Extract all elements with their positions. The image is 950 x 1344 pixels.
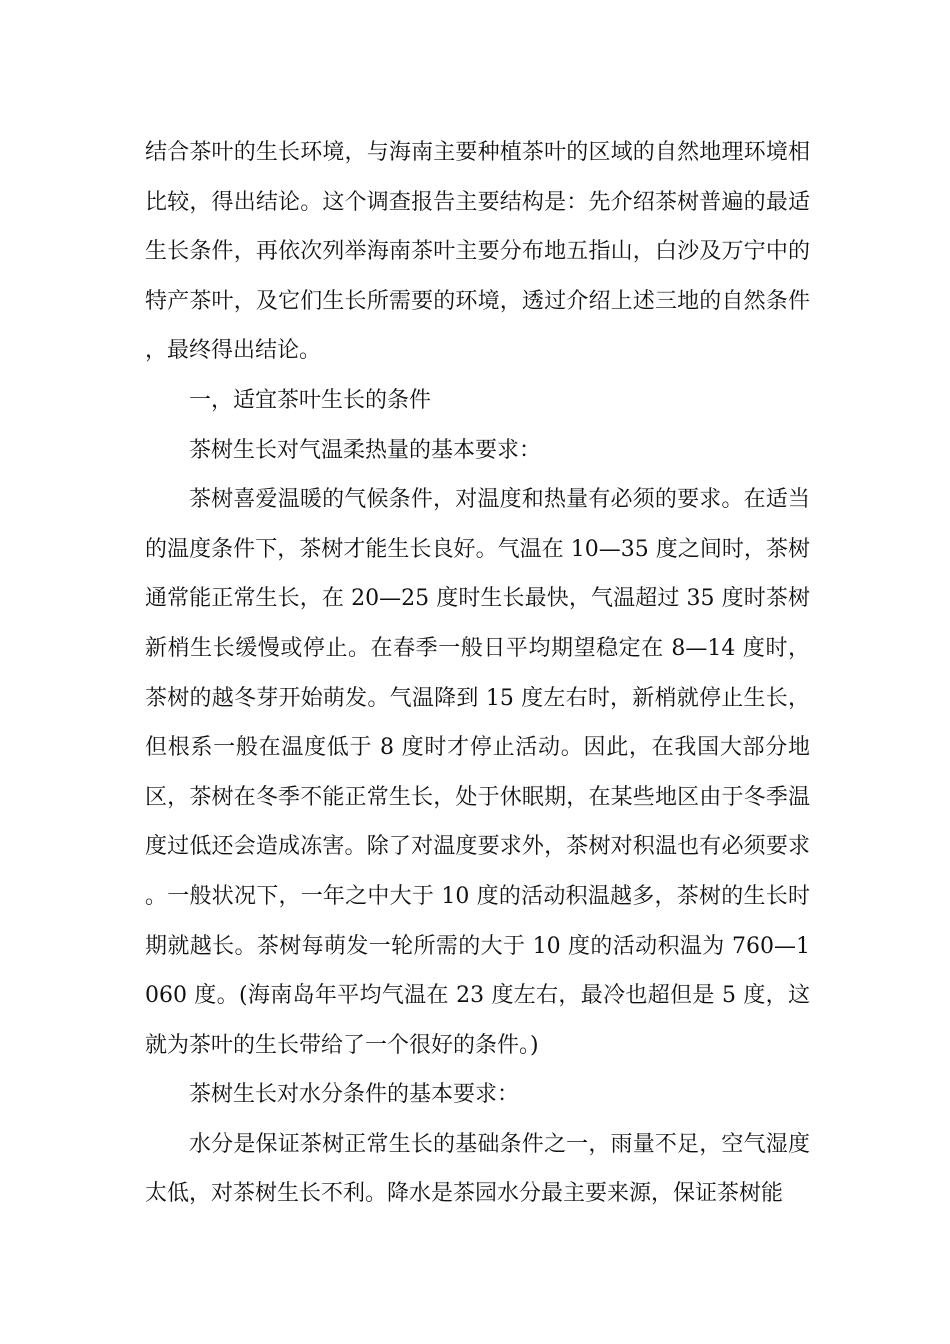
subheading-temperature-requirements: 茶树生长对气温柔热量的基本要求： <box>189 437 542 463</box>
paragraph-intro-continued: 结合茶叶的生长环境，与海南主要种植茶叶的区域的自然地理环境相比较，得出结论。这个调查报告主要结构是：先介绍茶树普遍的最适生长条件，再依次列举海南茶叶主要分布地五指山，白沙及万宁中的特产茶叶，及它们生长所需要的环境，透过介绍上述三地的自然条件，最终得出结论。 <box>145 140 810 364</box>
subheading-water-requirements: 茶树生长对水分条件的基本要求： <box>189 1082 520 1108</box>
paragraph-water: 水分是保证茶树正常生长的基础条件之一，雨量不足，空气湿度太低，对茶树生长不利。降水是茶园水分最主要来源，保证茶树能 <box>145 1131 810 1207</box>
section-heading-tea-growth-conditions: 一，适宜茶叶生长的条件 <box>189 387 432 413</box>
paragraph-temperature: 茶树喜爱温暖的气候条件，对温度和热量有必须的要求。在适当的温度条件下，茶树才能生长良好。气温在 10—35 度之间时，茶树通常能正常生长，在 20—25 度时生长最快，气温超过 35 度时茶树新梢生长缓慢或停止。在春季一般日平均期望稳定在 8—14 度时，茶树的越冬芽开始萌发。气温降到 15 度左右时，新梢就停止生长，但根系一般在温度低于 8 度时才停止活动。因此，在我国大部分地区，茶树在冬季不能正常生长，处于休眠期，在某些地区由于冬季温度过低还会造成冻害。除了对温度要求外，茶树对积温也有必须要求。一般状况下，一年之中大于 10 度的活动积温越多，茶树的生长时期就越长。茶树每萌发一轮所需的大于 10 度的活动积温为 760—1060 度。(海南岛年平均气温在 23 度左右，最冷也超但是 5 度，这就为茶叶的生长带给了一个很好的条件。) <box>145 487 810 1058</box>
document-body <box>145 128 810 1219</box>
